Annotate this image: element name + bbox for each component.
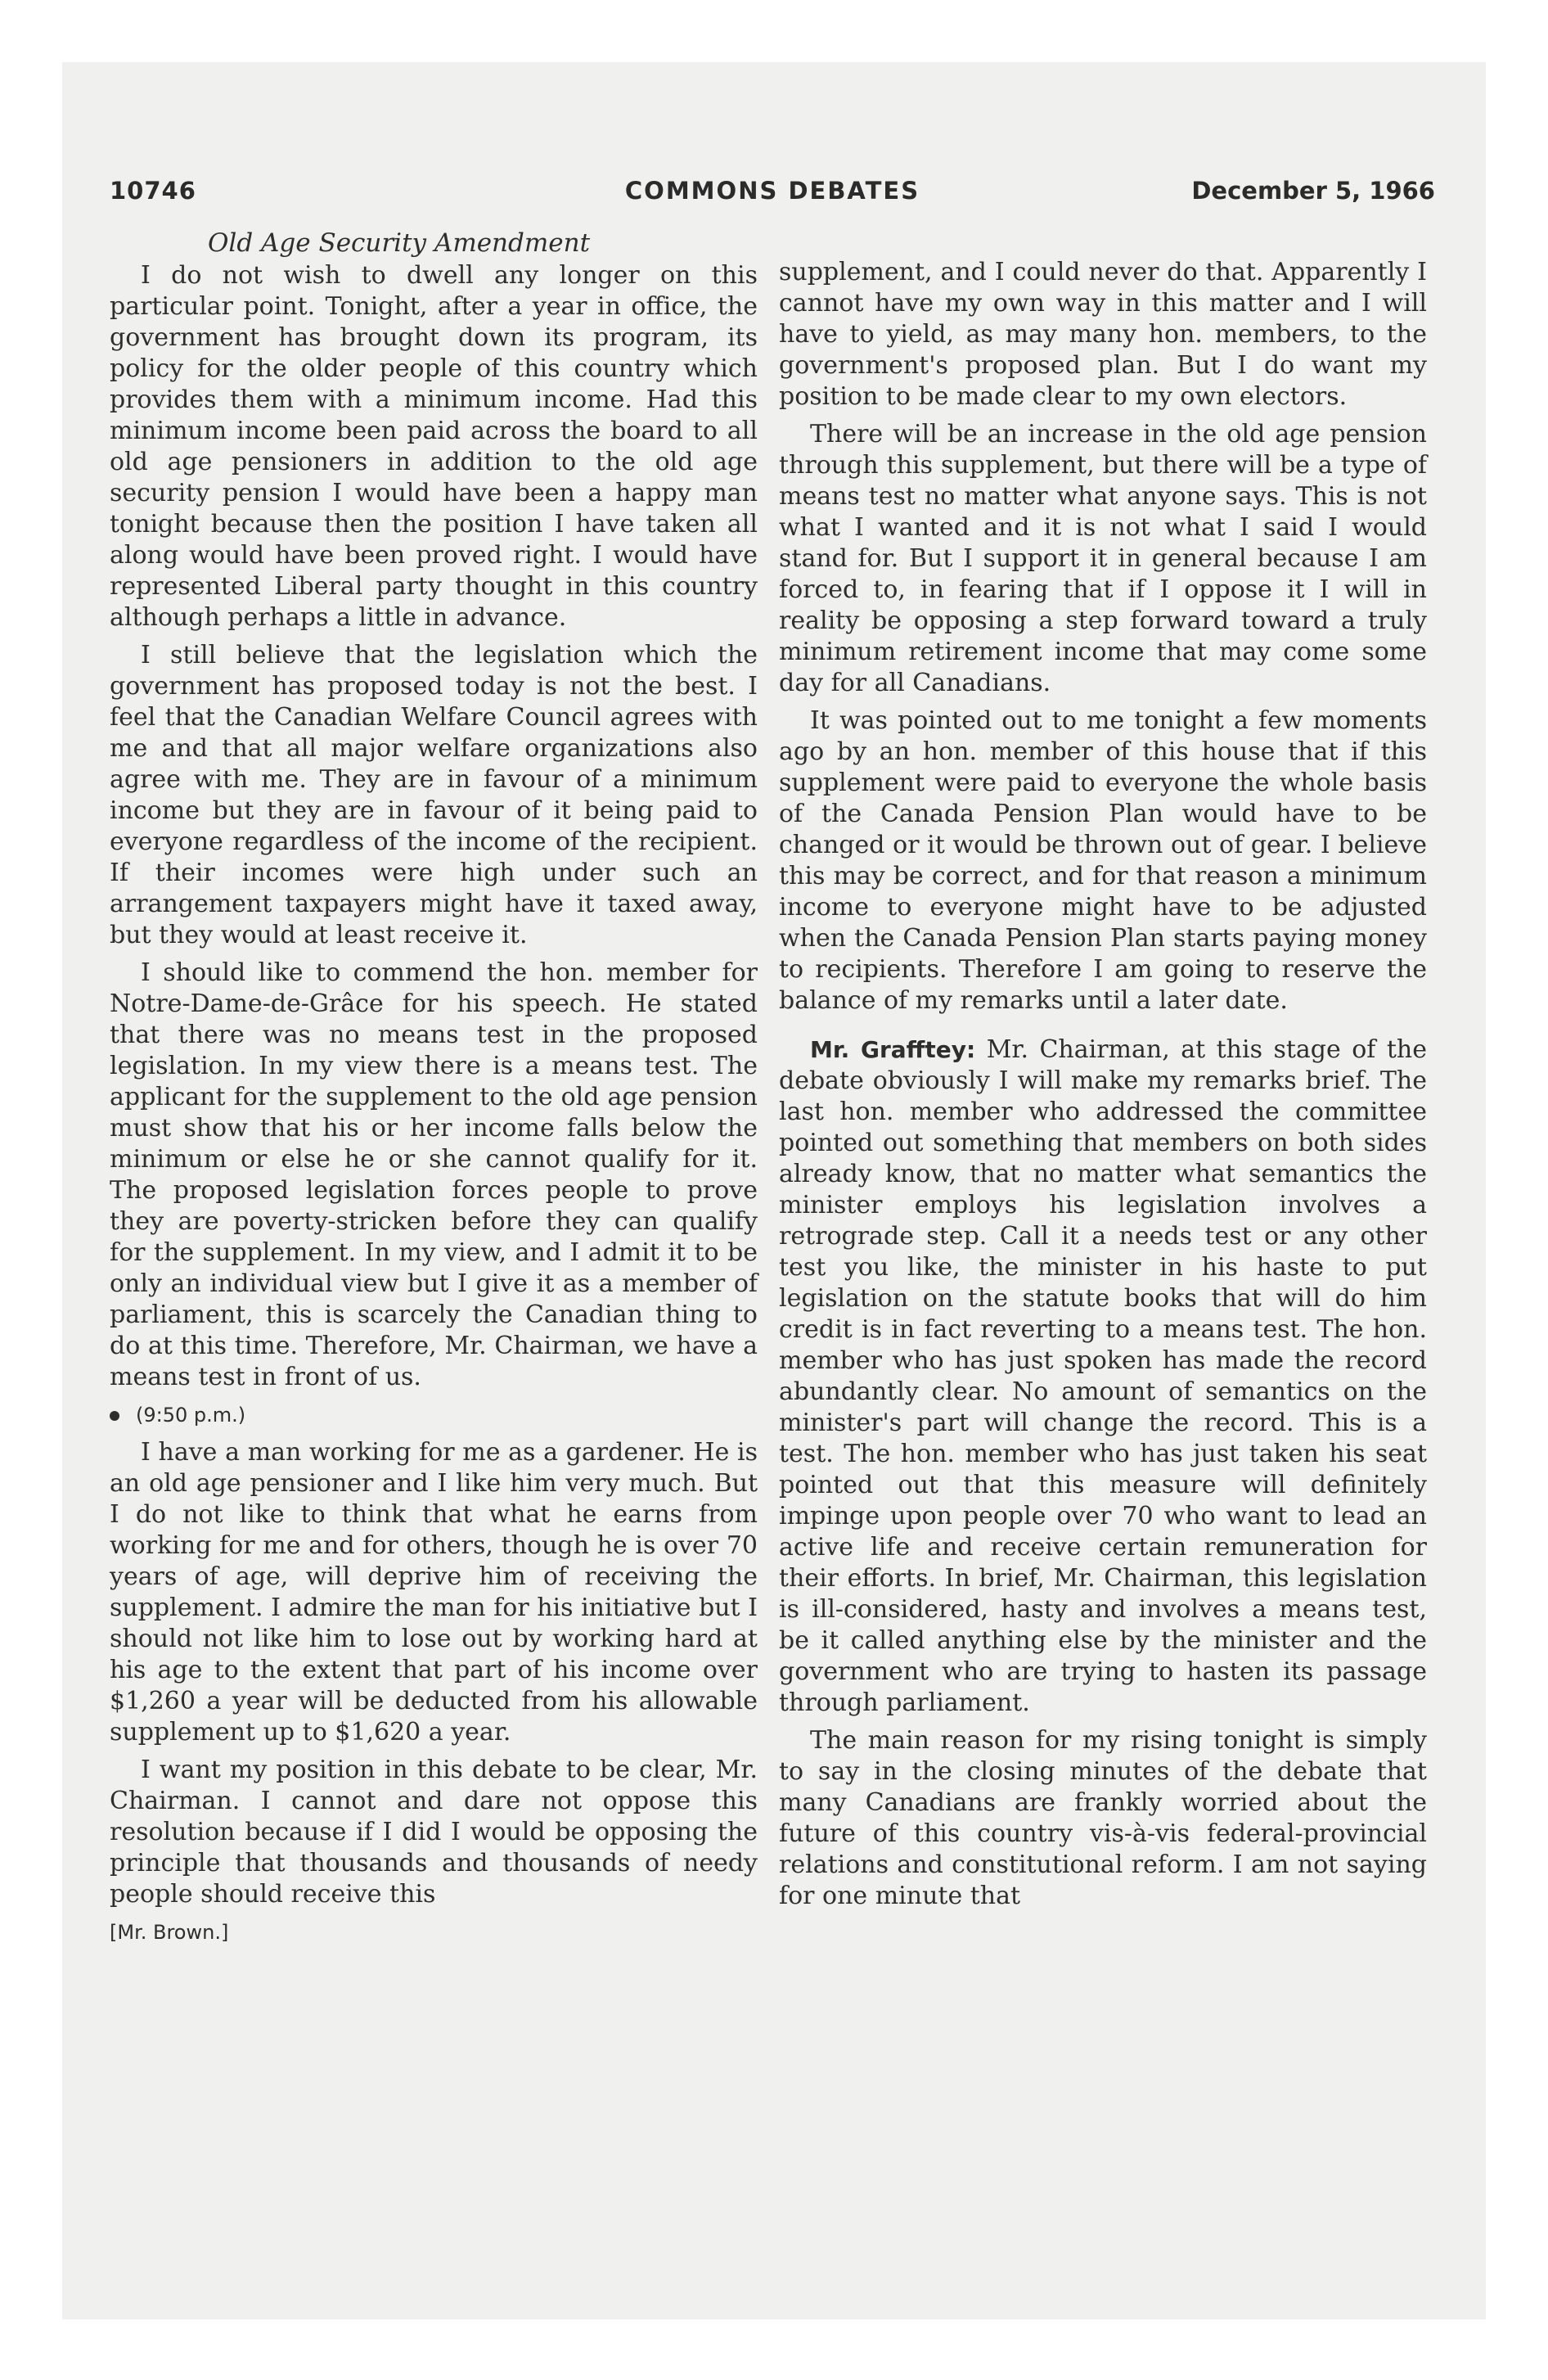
paragraph: There will be an increase in the old age pension through this supplement, but there will be a type of means test no matter what anyone says. This is not what I wanted and it is not what I said I would stand for. But I support it in general because I am forced to, in fearing that if I oppose it I will in reality be opposing a step forward toward a truly minimum retirement income that may come some day for all Canadians.: [779, 420, 1427, 697]
speech-paragraph: [779, 1034, 1427, 1719]
section-subhead: Old Age Security Amendment: [208, 228, 591, 258]
bullet-icon: [110, 1411, 119, 1421]
speaker-name: Mr. Grafftey:: [810, 1036, 976, 1063]
document-page: [62, 62, 1486, 2319]
publication-title: COMMONS DEBATES: [624, 177, 920, 205]
left-column: [110, 228, 758, 1954]
paragraph: I have a man working for me as a gardener. He is an old age pensioner and I like him very much. But I do not like to think that what he earns from working for me and for others, though he is over 70 years of age, will deprive him of receiving the supplement. I admire the man for his initiative but I should not like him to lose out by working hard at his age to the extent that part of his income over $1,260 a year will be deducted from his allowable supplement up to $1,620 a year.: [110, 1438, 758, 1747]
publication-date: December 5, 1966: [1191, 177, 1435, 205]
page-header: [110, 177, 1435, 216]
speaker-footer: [Mr. Brown.]: [110, 1921, 229, 1944]
paragraph: I still believe that the legislation which the government has proposed today is not the best. I feel that the Canadian Welfare Council agrees with me and that all major welfare organizations also agree with me. They are in favour of a minimum income but they are in favour of it being paid to everyone regardless of the income of the recipient. If their incomes were high under such an arrangement taxpayers might have it taxed away, but they would at least receive it.: [110, 641, 758, 949]
spacer: [779, 1023, 1427, 1034]
time-stamp: (9:50 p.m.): [136, 1404, 246, 1427]
paragraph: It was pointed out to me tonight a few moments ago by an hon. member of this house that if this supplement were paid to everyone the whole basis of the Canada Pension Plan would have to be changed or it would be thrown out of gear. I believe this may be correct, and for that reason a minimum income to everyone might have to be adjusted when the Canada Pension Plan starts paying money to recipients. Therefore I am going to reserve the balance of my remarks until a later date.: [779, 706, 1427, 1015]
right-column: [779, 257, 1427, 1918]
paragraph: supplement, and I could never do that. Apparently I cannot have my own way in this matter and I will have to yield, as may many hon. members, to the government's proposed plan. But I do want my position to be made clear to my own electors.: [779, 258, 1427, 411]
paragraph: The main reason for my rising tonight is simply to say in the closing minutes of the debate that many Canadians are frankly worried about the future of this country vis-à-vis federal-provincial relations and constitutional reform. I am not saying for one minute that: [779, 1726, 1427, 1910]
time-marker: [110, 1400, 758, 1431]
paragraph: I should like to commend the hon. member for Notre-Dame-de-Grâce for his speech. He stated that there was no means test in the proposed legislation. In my view there is a means test. The applicant for the supplement to the old age pension must show that his or her income falls below the minimum or else he or she cannot qualify for it. The proposed legislation forces people to prove they are poverty-stricken before they can qualify for the supplement. In my view, and I admit it to be only an individual view but I give it as a member of parliament, this is scarcely the Canadian thing to do at this time. Therefore, Mr. Chairman, we have a means test in front of us.: [110, 958, 758, 1391]
page-number: 10746: [110, 177, 196, 205]
paragraph: I do not wish to dwell any longer on this particular point. Tonight, after a year in office, the government has brought down its program, its policy for the older people of this country which provides them with a minimum income. Had this minimum income been paid across the board to all old age pensioners in addition to the old age security pension I would have been a happy man tonight because then the position I have taken all along would have been proved right. I would have represented Liberal party thought in this country although perhaps a little in advance.: [110, 261, 758, 632]
paragraph: I want my position in this debate to be clear, Mr. Chairman. I cannot and dare not oppose this resolution because if I did I would be opposing the principle that thousands and thousands of needy people should receive this: [110, 1756, 758, 1909]
speech-text: Mr. Chairman, at this stage of the debate obviously I will make my remarks brief. The last hon. member who addressed the committee pointed out something that members on both sides already know, that no matter what semantics the minister employs his legislation involves a retrograde step. Call it a needs test or any other test you like, the minister in his haste to put legislation on the statute books that will do him credit is in fact reverting to a means test. The hon. member who has just spoken has made the record abundantly clear. No amount of semantics on the minister's part will change the record. This is a test. The hon. member who has just taken his seat pointed out that this measure will definitely impinge upon people over 70 who want to lead an active life and receive certain remuneration for their efforts. In brief, Mr. Chairman, this legislation is ill-considered, hasty and involves a means test, be it called anything else by the minister and the government who are trying to hasten its passage through parliament.: [779, 1035, 1428, 1717]
